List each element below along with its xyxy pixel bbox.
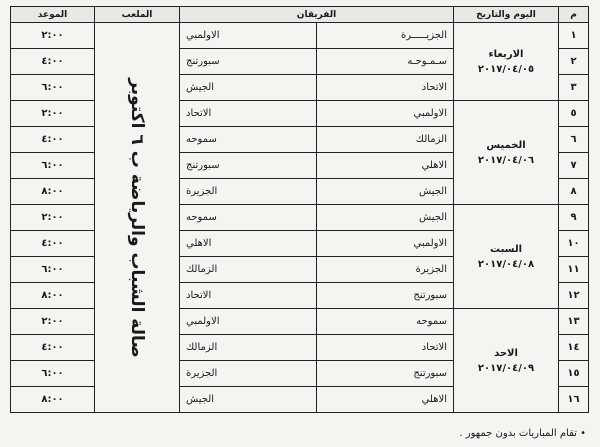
match-time: ٨:٠٠ (11, 283, 95, 309)
match-number: ٥ (559, 101, 589, 127)
team-a: الاولمبي (317, 231, 454, 257)
header-time: الموعد (11, 7, 95, 23)
header-teams: الفريقان (180, 7, 454, 23)
venue-cell (95, 23, 180, 413)
team-b: الجيش (180, 387, 317, 413)
header-row (11, 7, 589, 23)
team-b: الجيش (180, 75, 317, 101)
match-number: ١٦ (559, 387, 589, 413)
match-time: ٤:٠٠ (11, 127, 95, 153)
team-b: الاتحاد (180, 101, 317, 127)
team-a: الاهلي (317, 387, 454, 413)
day-date-cell (454, 205, 559, 309)
day-name: السبت (489, 243, 523, 255)
match-number: ٩ (559, 205, 589, 231)
schedule-table (10, 6, 589, 413)
match-row (11, 23, 589, 49)
match-date: ٢٠١٧/٠٤/٠٨ (477, 258, 535, 270)
match-time: ٦:٠٠ (11, 153, 95, 179)
match-time: ٢:٠٠ (11, 309, 95, 335)
match-time: ٦:٠٠ (11, 75, 95, 101)
header-num: م (559, 7, 589, 23)
match-number: ١١ (559, 257, 589, 283)
match-time: ٢:٠٠ (11, 205, 95, 231)
day-name: الاربعاء (488, 48, 524, 60)
team-a: الجيش (317, 205, 454, 231)
match-time: ٦:٠٠ (11, 361, 95, 387)
team-a: الاهلي (317, 153, 454, 179)
team-b: سبورتنج (180, 153, 317, 179)
match-number: ١٤ (559, 335, 589, 361)
match-number: ١٣ (559, 309, 589, 335)
team-a: سـمـوحـه (317, 49, 454, 75)
team-b: الاولمبي (180, 23, 317, 49)
team-a: الاولمبي (317, 101, 454, 127)
venue-name: صالة الشباب والرياضة ب ٦ اكتوبر (127, 77, 147, 358)
match-number: ١٥ (559, 361, 589, 387)
team-a: سموحه (317, 309, 454, 335)
match-number: ٨ (559, 179, 589, 205)
team-b: الزمالك (180, 335, 317, 361)
match-time: ٢:٠٠ (11, 101, 95, 127)
match-time: ٤:٠٠ (11, 231, 95, 257)
match-time: ٤:٠٠ (11, 49, 95, 75)
team-b: الاتحاد (180, 283, 317, 309)
match-number: ٣ (559, 75, 589, 101)
team-b: الزمالك (180, 257, 317, 283)
team-a: الاتحاد (317, 335, 454, 361)
team-a: الجيش (317, 179, 454, 205)
team-a: الجزيرة (317, 257, 454, 283)
header-venue: الملعب (95, 7, 180, 23)
match-number: ٦ (559, 127, 589, 153)
team-b: الاولمبي (180, 309, 317, 335)
team-b: سموحه (180, 127, 317, 153)
day-date-cell (454, 309, 559, 413)
match-time: ٤:٠٠ (11, 335, 95, 361)
schedule-body (11, 23, 589, 413)
team-a: الجزيـــــرة (317, 23, 454, 49)
team-b: سبورتنج (180, 49, 317, 75)
match-number: ١ (559, 23, 589, 49)
match-time: ٨:٠٠ (11, 387, 95, 413)
day-date-cell (454, 101, 559, 205)
day-date-cell (454, 23, 559, 101)
match-number: ١٠ (559, 231, 589, 257)
team-a: سبورتنج (317, 283, 454, 309)
team-a: الاتحاد (317, 75, 454, 101)
match-time: ٨:٠٠ (11, 179, 95, 205)
footnote: • تقام المباريات بدون جمهور . (459, 428, 586, 439)
team-b: سموحه (180, 205, 317, 231)
header-day: اليوم والتاريخ (454, 7, 559, 23)
match-number: ٢ (559, 49, 589, 75)
match-date: ٢٠١٧/٠٤/٠٦ (477, 154, 535, 166)
schedule-sheet (10, 6, 588, 424)
team-b: الجزيرة (180, 179, 317, 205)
team-a: سبورتنج (317, 361, 454, 387)
day-name: الاحد (494, 347, 518, 359)
match-time: ٦:٠٠ (11, 257, 95, 283)
match-time: ٢:٠٠ (11, 23, 95, 49)
team-b: الجزيرة (180, 361, 317, 387)
match-date: ٢٠١٧/٠٤/٠٥ (477, 63, 535, 75)
match-date: ٢٠١٧/٠٤/٠٩ (477, 362, 535, 374)
day-name: الخميس (486, 139, 526, 151)
match-number: ٧ (559, 153, 589, 179)
match-number: ١٢ (559, 283, 589, 309)
team-a: الزمالك (317, 127, 454, 153)
team-b: الاهلي (180, 231, 317, 257)
